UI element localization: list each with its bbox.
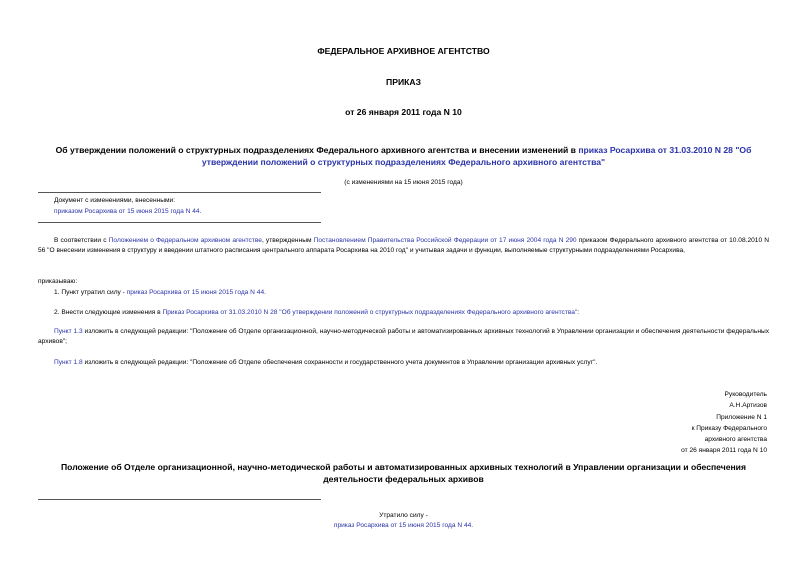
changes-box-top-rule	[38, 192, 321, 193]
appendix-line-4: от 26 января 2011 года N 10	[681, 447, 767, 455]
point-1-8	[54, 358, 597, 368]
point-1-8-text: изложить в следующей редакции: "Положение об Отделе обеспечения сохранности и государственного учета документов в Управлении организации архивных услуг".	[82, 359, 598, 366]
item-2-tail: :	[577, 309, 580, 316]
document-date-number: от 26 января 2011 года N 10	[345, 107, 462, 117]
point-1-3-link[interactable]: Пункт 1.3	[54, 328, 83, 335]
changes-box-link[interactable]: приказом Росархива от 15 июня 2015 года N 44.	[54, 208, 202, 215]
preamble-link-regulation[interactable]: Положением о Федеральном архивном агентстве	[108, 237, 262, 244]
preamble-link-government-decree[interactable]: Постановлением Правительства Российской Федерации от 17 июня 2004 года N 290	[313, 237, 577, 244]
title-link-order-28[interactable]: приказ Росархива от 31.03.2010 N 28 "Об утверждении положений о структурных подразделениях Федерального архивного агентства"	[201, 145, 752, 167]
changes-box-label: Документ с изменениями, внесенными:	[54, 197, 176, 204]
preamble-text-3: приказом Федерального архивного агентства от 10.08.2010 N 56 "О внесении изменения в структуру и введении штатного расписания центрального аппарата Росархива на 2010 год" и учитывая задачи и функции, выполняемые структурными подразделениями Росархива,	[38, 237, 770, 255]
item-2-text: 2. Внести следующие изменения в	[54, 309, 163, 316]
item-2	[54, 308, 579, 318]
preamble-paragraph	[38, 236, 769, 257]
title-text: Об утверждении положений о структурных подразделениях Федерального архивного агентства и внесении изменений в	[55, 145, 579, 155]
signature-name: А.Н.Артизов	[729, 402, 767, 410]
document-title	[40, 145, 767, 168]
point-1-3	[38, 327, 769, 348]
item-1-text: 1. Пункт утратил силу -	[54, 289, 127, 296]
preamble-text-2: , утвержденным	[261, 237, 314, 244]
item-1	[54, 288, 266, 298]
item-1-link[interactable]: приказ Росархива от 15 июня 2015 года N 44.	[126, 289, 266, 296]
document-type: ПРИКАЗ	[386, 77, 421, 87]
agency-name: ФЕДЕРАЛЬНОЕ АРХИВНОЕ АГЕНТСТВО	[317, 46, 490, 56]
expired-link[interactable]: приказ Росархива от 15 июня 2015 года N 44.	[333, 522, 474, 529]
expired-note: Утратило силу -	[379, 512, 428, 519]
preamble-text-1: В соответствии с	[54, 237, 109, 244]
appendix-line-1: Приложение N 1	[716, 413, 767, 421]
point-1-8-link[interactable]: Пункт 1.8	[54, 359, 83, 366]
appendix-line-3: архивного агентства	[704, 436, 767, 444]
order-word: приказываю:	[38, 278, 78, 285]
section-rule	[38, 499, 321, 500]
item-2-link[interactable]: Приказ Росархива от 31.03.2010 N 28 "Об утверждении положений о структурных подразделениях Федерального архивного агентства"	[162, 309, 578, 316]
signature-position: Руководитель	[724, 391, 767, 398]
section-title: Положение об Отделе организационной, научно-методической работы и автоматизированных архивных технологий в Управлении организации и обеспечения деятельности федеральных архивов	[61, 462, 746, 484]
expired-link-row	[0, 521, 807, 531]
signature-block	[681, 389, 767, 457]
amendment-note: (с изменениями на 15 июня 2015 года)	[344, 179, 463, 186]
changes-box-bottom-rule	[38, 222, 321, 223]
appendix-line-2: к Приказу Федерального	[691, 424, 767, 432]
point-1-3-text: изложить в следующей редакции: "Положение об Отделе организационной, научно-методической работы и автоматизированных архивных технологий в Управлении организации и обеспечения деятельности федеральных архивов";	[38, 328, 769, 346]
